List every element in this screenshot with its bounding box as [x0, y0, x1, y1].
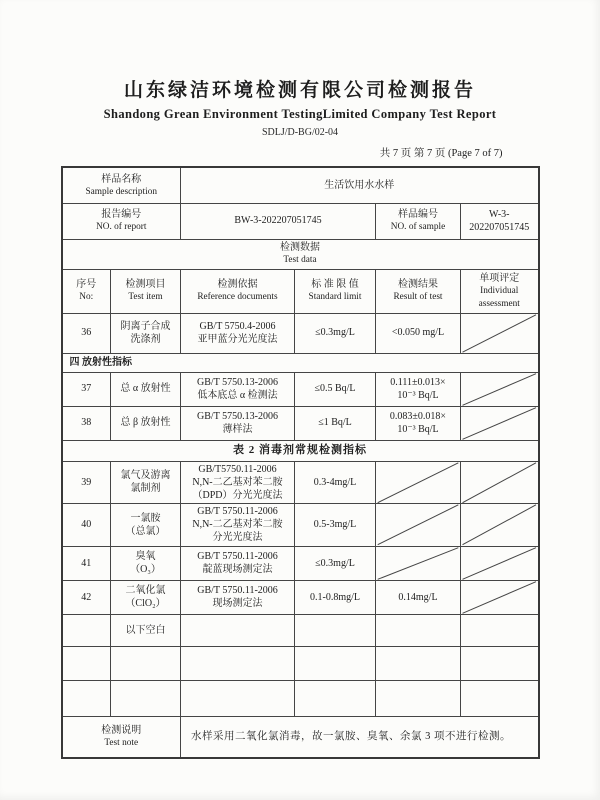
- report-number-label: [62, 203, 181, 239]
- row40-ref-line2: N,N-二乙基对苯二胺: [192, 519, 283, 531]
- blank-cell: [376, 646, 461, 680]
- row38-ref-line1: GB/T 5750.13-2006: [197, 410, 278, 422]
- row36-item-line2: 洗涤剂: [130, 334, 161, 345]
- col-no-en: No:: [79, 292, 94, 303]
- col-header-no: [62, 269, 111, 313]
- sample-description-label-en: Sample description: [85, 186, 158, 197]
- row42-ref-line1: GB/T 5750.11-2006: [197, 584, 278, 596]
- row41-limit: ≤0.3mg/L: [295, 546, 376, 580]
- row40-no: 40: [62, 504, 111, 547]
- row41-item-line2: （O₃）: [130, 564, 161, 576]
- row42-result: 0.14mg/L: [376, 580, 461, 614]
- col-header-result: [376, 269, 461, 313]
- row38-no: 38: [62, 406, 111, 440]
- blank-cell: [111, 646, 181, 680]
- row-test-data-banner: [62, 239, 539, 269]
- blank-cell: [295, 614, 376, 646]
- na-slash-icon: [461, 504, 538, 546]
- sample-number-label: [376, 203, 461, 239]
- row36-reference: [181, 313, 295, 353]
- blank-cell: [111, 680, 181, 716]
- row-section-radioactivity: [62, 353, 539, 372]
- row37-assessment: [461, 372, 539, 406]
- row39-item-line2: 氯制剂: [130, 483, 161, 495]
- test-note-label: [62, 716, 181, 758]
- row39-no: 39: [62, 461, 111, 504]
- blank-cell: [62, 646, 111, 680]
- na-slash-icon: [376, 547, 460, 580]
- col-header-item: [111, 269, 181, 313]
- table-row-37: [62, 372, 539, 406]
- row41-ref-line1: GB/T 5750.11-2006: [197, 550, 278, 562]
- na-slash-icon: [376, 462, 460, 504]
- col-limit-en: Standard limit: [308, 292, 362, 303]
- row41-item: [111, 546, 181, 580]
- row38-reference: [181, 406, 295, 440]
- row-empty-2: [62, 680, 539, 716]
- test-data-banner: [62, 239, 539, 269]
- na-slash-icon: [376, 504, 460, 546]
- na-slash-icon: [461, 314, 538, 353]
- sample-description-label-cn: 样品名称: [101, 173, 142, 185]
- col-header-limit: [295, 269, 376, 313]
- col-no-cn: 序号: [76, 279, 97, 291]
- col-limit-cn: 标 准 限 值: [311, 279, 359, 291]
- blank-cell: [376, 614, 461, 646]
- page-number-info: 共 7 页 第 7 页 (Page 7 of 7): [379, 148, 503, 159]
- row41-assessment: [461, 546, 539, 580]
- row40-assessment: [461, 504, 539, 547]
- blank-cell: [181, 646, 295, 680]
- row-sample-description: [62, 167, 539, 203]
- row-section-disinfectant: [62, 440, 539, 461]
- row39-item-line1: 氯气及游离: [120, 470, 171, 482]
- row41-reference: [181, 546, 295, 580]
- test-note-text: 水样采用二氧化氯消毒，故一氯胺、臭氧、余氯 3 项不进行检测。: [181, 716, 539, 758]
- sample-number-label-cn: 样品编号: [398, 209, 438, 221]
- row-column-headers: [62, 269, 539, 313]
- na-slash-icon: [461, 373, 538, 406]
- blank-cell: [376, 680, 461, 716]
- row39-ref-line1: GB/T5750.11-2006: [198, 463, 277, 475]
- row39-reference: [181, 461, 295, 504]
- row39-ref-line2: N,N-二乙基对苯二胺: [192, 476, 283, 488]
- test-note-label-cn: 检测说明: [101, 725, 142, 737]
- row42-item: [111, 580, 181, 614]
- row36-ref-line1: GB/T 5750.4-2006: [199, 320, 276, 332]
- row38-item: 总 β 放射性: [111, 406, 181, 440]
- col-assess-cn: 单项评定: [479, 273, 520, 285]
- test-report-table: [61, 166, 540, 759]
- row36-no: 36: [62, 313, 111, 353]
- blank-below-label: 以下空白: [111, 614, 181, 646]
- col-assess-en1: Individual: [480, 286, 519, 297]
- sample-description-label: [62, 167, 181, 203]
- row-empty-1: [62, 646, 539, 680]
- table-row-42: [62, 580, 539, 614]
- blank-cell: [295, 646, 376, 680]
- table-row-40: [62, 504, 539, 547]
- report-number-label-cn: 报告编号: [101, 209, 142, 221]
- row42-item-line2: （ClO₂）: [125, 598, 166, 610]
- row40-result: [376, 504, 461, 547]
- sample-description-value: 生活饮用水水样: [181, 167, 539, 203]
- row41-result: [376, 546, 461, 580]
- row36-ref-line2: 亚甲蓝分光光度法: [197, 334, 278, 345]
- table-row-38: [62, 406, 539, 440]
- row40-limit: 0.5-3mg/L: [295, 504, 376, 547]
- row40-ref-line3: 分光光度法: [212, 532, 263, 544]
- row37-ref-line1: GB/T 5750.13-2006: [197, 376, 278, 388]
- document-code: SDLJ/D-BG/02-04: [261, 127, 339, 138]
- row37-ref-line2: 低本底总 α 检测法: [197, 390, 278, 401]
- blank-cell: [181, 614, 295, 646]
- blank-cell: [461, 680, 539, 716]
- section-title-radioactivity: 四 放射性指标: [62, 353, 539, 372]
- row40-reference: [181, 504, 295, 547]
- row-test-note: [62, 716, 539, 758]
- row41-ref-line2: 靛蓝现场测定法: [202, 564, 273, 576]
- na-slash-icon: [461, 407, 538, 440]
- table-row-36: [62, 313, 539, 353]
- blank-cell: [295, 680, 376, 716]
- row41-item-line1: 臭氧: [135, 550, 156, 562]
- col-header-assessment: [461, 269, 539, 313]
- row36-assessment: [461, 313, 539, 353]
- row37-no: 37: [62, 372, 111, 406]
- row37-result-line1: 0.111±0.013×: [390, 376, 446, 388]
- section-title-disinfectant: 表 2 消毒剂常规检测指标: [62, 440, 539, 461]
- col-result-en: Result of test: [393, 292, 443, 303]
- table-row-39: [62, 461, 539, 504]
- table-row-41: [62, 546, 539, 580]
- row42-reference: [181, 580, 295, 614]
- row42-no: 42: [62, 580, 111, 614]
- blank-cell: [62, 680, 111, 716]
- col-ref-cn: 检测依据: [217, 279, 258, 291]
- row42-limit: 0.1-0.8mg/L: [295, 580, 376, 614]
- test-note-label-en: Test note: [104, 738, 139, 749]
- report-number-label-en: NO. of report: [96, 222, 147, 233]
- col-item-cn: 检测项目: [125, 279, 166, 291]
- col-item-en: Test item: [128, 292, 163, 303]
- sample-number-value: W-3-202207051745: [461, 203, 539, 239]
- blank-cell: [461, 646, 539, 680]
- sample-number-label-en: NO. of sample: [390, 222, 446, 233]
- row37-reference: [181, 372, 295, 406]
- row39-limit: 0.3-4mg/L: [295, 461, 376, 504]
- report-header: [0, 78, 600, 139]
- na-slash-icon: [461, 462, 538, 504]
- col-header-reference: [181, 269, 295, 313]
- row41-no: 41: [62, 546, 111, 580]
- row39-ref-line3: （DPD）分光光度法: [192, 489, 283, 501]
- test-data-title-cn: 检测数据: [280, 242, 320, 254]
- row40-item-line2: （总氯）: [125, 525, 166, 537]
- row36-item: [111, 313, 181, 353]
- report-number-value: BW-3-202207051745: [181, 203, 376, 239]
- row38-result-line2: 10⁻³ Bq/L: [397, 424, 439, 435]
- row42-item-line1: 二氧化氯: [125, 584, 166, 596]
- row38-result-line1: 0.083±0.018×: [389, 410, 447, 422]
- blank-cell: [461, 614, 539, 646]
- row42-ref-line2: 现场测定法: [212, 598, 263, 610]
- row39-assessment: [461, 461, 539, 504]
- row40-item: [111, 504, 181, 547]
- row39-item: [111, 461, 181, 504]
- test-data-title-en: Test data: [283, 255, 317, 266]
- row37-limit: ≤0.5 Bq/L: [295, 372, 376, 406]
- blank-cell: [62, 614, 111, 646]
- row39-result: [376, 461, 461, 504]
- row40-ref-line1: GB/T 5750.11-2006: [197, 506, 278, 518]
- row-report-number: [62, 203, 539, 239]
- row37-result: [376, 372, 461, 406]
- row36-result: <0.050 mg/L: [376, 313, 461, 353]
- row37-result-line2: 10⁻³ Bq/L: [397, 390, 439, 401]
- row37-item: 总 α 放射性: [111, 372, 181, 406]
- row40-item-line1: 一氯胺: [130, 512, 161, 524]
- na-slash-icon: [461, 547, 538, 580]
- row42-assessment: [461, 580, 539, 614]
- report-title-en: Shandong Grean Environment TestingLimited Company Test Report: [103, 107, 497, 121]
- row38-result: [376, 406, 461, 440]
- report-title-cn: 山东绿洁环境检测有限公司检测报告: [123, 80, 476, 101]
- na-slash-icon: [461, 581, 538, 614]
- blank-cell: [181, 680, 295, 716]
- row38-assessment: [461, 406, 539, 440]
- col-result-cn: 检测结果: [398, 279, 438, 291]
- row36-limit: ≤0.3mg/L: [295, 313, 376, 353]
- row36-item-line1: 阴离子合成: [120, 320, 171, 332]
- col-ref-en: Reference documents: [197, 292, 278, 303]
- row38-ref-line2: 薄样法: [222, 424, 253, 435]
- row-blank-below: [62, 614, 539, 646]
- col-assess-en2: assessment: [478, 298, 520, 309]
- row38-limit: ≤1 Bq/L: [295, 406, 376, 440]
